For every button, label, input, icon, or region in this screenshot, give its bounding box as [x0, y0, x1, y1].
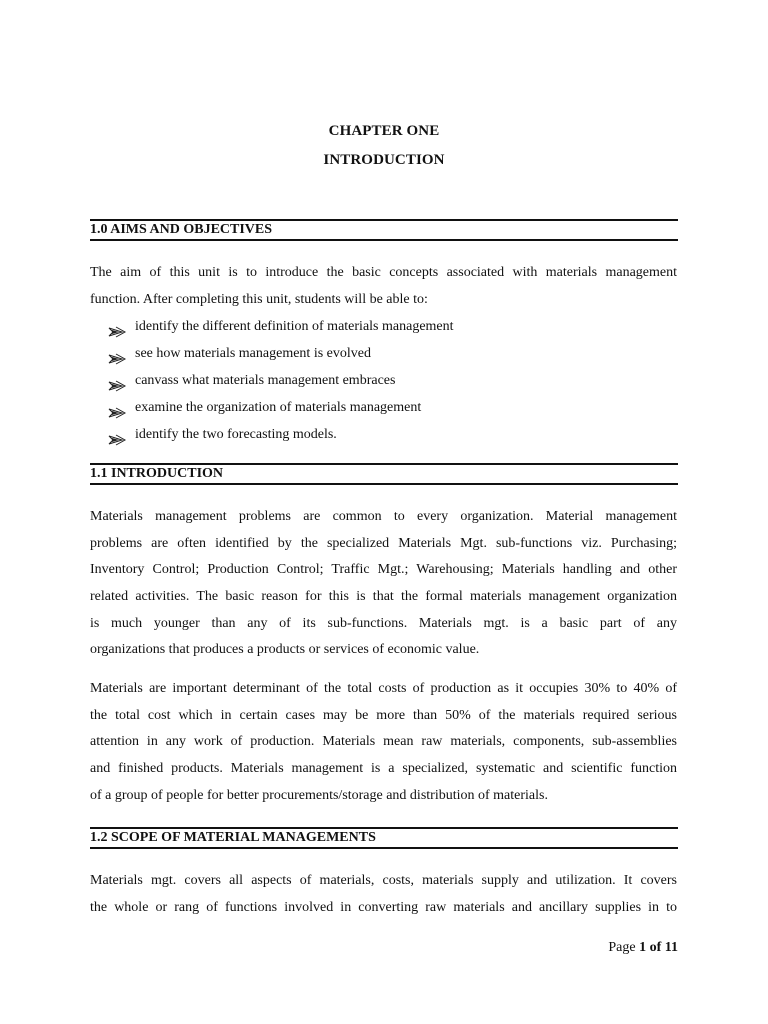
introduction-paragraph-2 — [90, 676, 677, 809]
paragraph-line: attention in any work of production. Materials mean raw materials, components, sub-assemblies — [90, 734, 677, 750]
paragraph-line: Materials are important determinant of the total costs of production as it occupies 30% to 40% of — [90, 681, 677, 696]
chapter-title: INTRODUCTION — [323, 152, 445, 168]
current-page-number: 1 — [639, 940, 647, 955]
list-item — [108, 313, 668, 340]
paragraph-line: Materials management problems are common to every organization. Material management — [90, 509, 677, 524]
arrow-bullet-icon — [108, 429, 128, 441]
paragraph-line: organizations that produces a products or services of economic value. — [90, 642, 480, 658]
paragraph-line: is much younger than any of its sub-functions. Materials mgt. is a basic part of any — [90, 615, 677, 631]
paragraph-line: and finished products. Materials management is a specialized, systematic and scientific function — [90, 761, 677, 777]
chapter-label: CHAPTER ONE — [328, 123, 440, 139]
list-item — [108, 340, 668, 367]
scope-paragraph — [90, 868, 677, 921]
list-item-text: identify the different definition of materials management — [135, 319, 454, 334]
page-number-footer — [560, 940, 678, 956]
total-pages: 11 — [664, 940, 678, 955]
paragraph-line: Inventory Control; Production Control; Traffic Mgt.; Warehousing; Materials handling and other — [90, 562, 677, 578]
section-heading-introduction: 1.1 INTRODUCTION — [90, 463, 678, 485]
paragraph-line: the total cost which in certain cases may be more than 50% of the materials required serious — [90, 707, 677, 723]
arrow-bullet-icon — [108, 375, 128, 387]
paragraph-line: Materials mgt. covers all aspects of materials, costs, materials supply and utilization. It covers — [90, 873, 677, 888]
paragraph-line: The aim of this unit is to introduce the basic concepts associated with materials management — [90, 265, 677, 280]
of-word: of — [649, 940, 662, 955]
paragraph-line: problems are often identified by the specialized Materials Mgt. sub-functions viz. Purchasing; — [90, 535, 677, 551]
paragraph-line: related activities. The basic reason for this is that the formal materials management organization — [90, 589, 677, 605]
list-item-text: examine the organization of materials management — [135, 400, 422, 415]
aims-intro-paragraph — [90, 260, 677, 313]
list-item-text: canvass what materials management embraces — [135, 373, 396, 388]
paragraph-line: the whole or rang of functions involved in converting raw materials and ancillary supplies in to — [90, 899, 677, 915]
paragraph-line: function. After completing this unit, students will be able to: — [90, 291, 428, 307]
arrow-bullet-icon — [108, 348, 128, 360]
arrow-bullet-icon — [108, 402, 128, 414]
introduction-paragraph-1 — [90, 504, 677, 664]
arrow-bullet-icon — [108, 321, 128, 333]
list-item — [108, 367, 668, 394]
list-item-text: identify the two forecasting models. — [135, 427, 337, 442]
page-word: Page — [608, 940, 636, 955]
list-item — [108, 394, 668, 421]
objectives-list — [108, 313, 668, 448]
section-heading-scope: 1.2 SCOPE OF MATERIAL MANAGEMENTS — [90, 827, 678, 849]
paragraph-line: of a group of people for better procurements/storage and distribution of materials. — [90, 787, 548, 803]
list-item-text: see how materials management is evolved — [135, 346, 371, 361]
section-heading-aims: 1.0 AIMS AND OBJECTIVES — [90, 219, 678, 241]
list-item — [108, 421, 668, 448]
